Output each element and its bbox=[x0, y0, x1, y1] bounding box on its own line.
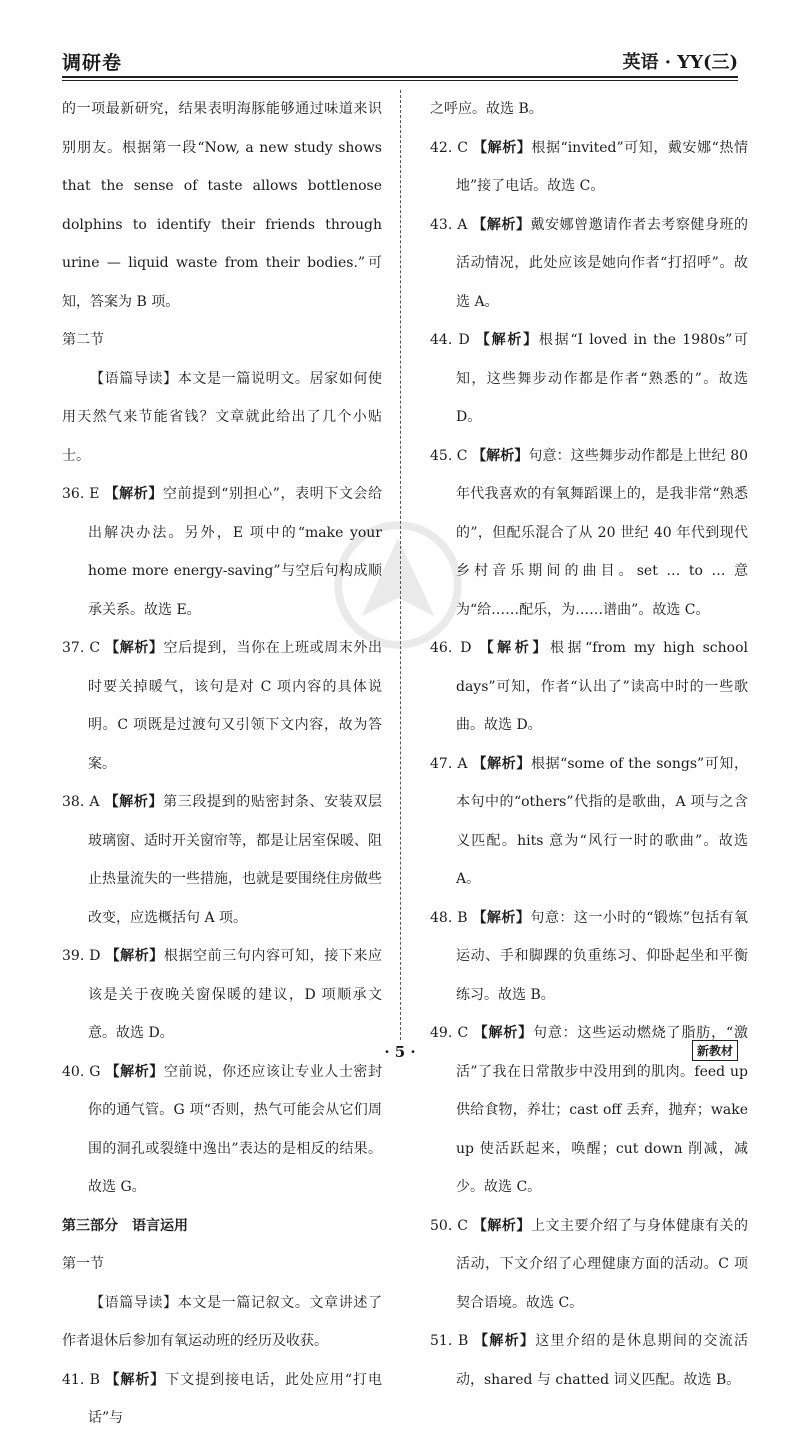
page-number: · 5 · bbox=[384, 1043, 416, 1061]
answer-item: 39. D 【解析】根据空前三句内容可知，接下来应该是关于夜晚关窗保暖的建议，D 项顺承文意。故选 D。 bbox=[62, 948, 383, 1041]
answer-number: 46. D bbox=[430, 640, 472, 656]
answer-number: 36. E bbox=[62, 486, 100, 502]
edition-stamp: 新教材 bbox=[692, 1040, 738, 1061]
header-subject: 英语 · YY(三) bbox=[622, 52, 738, 73]
analysis-tag: 【解析】 bbox=[472, 1217, 531, 1234]
answer-number: 44. D bbox=[430, 332, 470, 348]
analysis-tag: 【解析】 bbox=[475, 332, 539, 348]
answer-item: 49. C 【解析】句意：这些运动燃烧了脂肪，“激活”了我在日常散步中没用到的肌肉。feed up 供给食物，养壮；cast off 丢弃，抛弃；wake up 使活跃起来，唤醒；cut down 削减，减少。故选 C。 bbox=[430, 1025, 748, 1195]
answer-item: 50. C 【解析】上文主要介绍了与身体健康有关的活动，下文介绍了心理健康方面的活动。C 项契合语境。故选 C。 bbox=[430, 1217, 749, 1311]
answer-item: 43. A 【解析】戴安娜曾邀请作者去考察健身班的活动情况，此处应该是她向作者“打招呼”。故选 A。 bbox=[430, 216, 749, 310]
section-label: 第二节 bbox=[62, 332, 104, 348]
answer-number: 42. C bbox=[430, 139, 469, 156]
section-label: 第一节 bbox=[62, 1256, 104, 1272]
left-column bbox=[62, 90, 382, 1438]
column-divider bbox=[400, 90, 401, 1040]
answer-item: 48. B 【解析】句意：这一小时的“锻炼”包括有氧运动、手和脚踝的负重练习、仰卧起坐和平衡练习。故选 B。 bbox=[430, 909, 748, 1003]
answer-number: 47. A bbox=[430, 755, 468, 772]
answer-number: 41. B bbox=[62, 1371, 100, 1388]
answer-item: 40. G 【解析】空前说，你还应该让专业人士密封你的通气管。G 项“否则，热气可能会从它们周围的洞孔或裂缝中逸出”表达的是相反的结果。故选 G。 bbox=[62, 1063, 383, 1195]
answer-item: 41. B 【解析】下文提到接电话，此处应用“打电话”与 bbox=[62, 1371, 382, 1426]
analysis-tag: 【解析】 bbox=[472, 909, 531, 926]
analysis-tag: 【解析】 bbox=[472, 216, 531, 233]
analysis-tag: 【解析】 bbox=[105, 1063, 164, 1080]
analysis-tag: 【解析】 bbox=[473, 139, 532, 156]
answer-number: 49. C bbox=[430, 1025, 469, 1041]
answer-number: 45. C bbox=[430, 447, 468, 464]
header-rule bbox=[62, 76, 738, 78]
reading-guide: 【语篇导读】本文是一篇记叙文。文章讲述了作者退休后参加有氧运动班的经历及收获。 bbox=[62, 1294, 382, 1349]
answer-number: 37. C bbox=[62, 640, 101, 656]
answer-item: 37. C 【解析】空后提到，当你在上班或周末外出时要关掉暖气，该句是对 C 项内容的具体说明。C 项既是过渡句又引领下文内容，故为答案。 bbox=[62, 640, 383, 772]
answer-item: 42. C 【解析】根据“invited”可知，戴安娜“热情地”接了电话。故选 C。 bbox=[430, 139, 748, 194]
answer-number: 48. B bbox=[430, 909, 468, 926]
answer-item: 44. D 【解析】根据“I loved in the 1980s”可知，这些舞步动作都是作者“熟悉的”。故选 D。 bbox=[430, 332, 748, 425]
answer-number: 39. D bbox=[62, 948, 101, 964]
answer-number: 50. C bbox=[430, 1217, 468, 1234]
analysis-tag: 【解析】 bbox=[472, 447, 529, 464]
analysis-tag: 【解析】 bbox=[105, 948, 164, 964]
answer-number: 38. A bbox=[62, 794, 100, 810]
part-heading: 第三部分 语言运用 bbox=[62, 1217, 188, 1234]
analysis-tag: 【解析】 bbox=[479, 640, 550, 656]
answer-number: 43. A bbox=[430, 216, 468, 233]
answer-item: 46. D 【解析】根据“from my high school days”可知，作者“认出了”读高中时的一些歌曲。故选 D。 bbox=[430, 640, 748, 733]
header-title: 调研卷 bbox=[62, 52, 123, 74]
analysis-tag: 【解析】 bbox=[474, 1333, 536, 1349]
answer-item: 38. A 【解析】第三段提到的贴密封条、安装双层玻璃窗、适时开关窗帘等，都是让居室保暖、阻止热量流失的一些措施，也就是要围绕住房做些改变，应选概括句 A 项。 bbox=[62, 794, 383, 926]
paragraph: 的一项最新研究，结果表明海豚能够通过味道来识别朋友。根据第一段“Now, a new study shows that the sense of taste allows bottlenose dolphins to identify their friends through urine — liquid waste from their bodies.”可知，答案为 B 项。 bbox=[62, 101, 382, 310]
analysis-tag: 【解析】 bbox=[473, 1025, 533, 1041]
page-header bbox=[62, 42, 738, 80]
answer-item: 45. C 【解析】句意：这些舞步动作都是上世纪 80 年代我喜欢的有氧舞蹈课上的，是我非常“熟悉的”，但配乐混合了从 20 世纪 40 年代到现代乡村音乐期间的曲目。set … to … 意为“给……配乐，为……谱曲”。故选 C。 bbox=[430, 447, 749, 618]
analysis-tag: 【解析】 bbox=[472, 755, 531, 772]
header-rule-thin bbox=[62, 80, 738, 81]
analysis-tag: 【解析】 bbox=[105, 640, 164, 656]
analysis-tag: 【解析】 bbox=[104, 794, 164, 810]
paragraph: 之呼应。故选 B。 bbox=[430, 101, 543, 117]
answer-number: 51. B bbox=[430, 1333, 469, 1349]
answer-item: 47. A 【解析】根据“some of the songs”可知，本句中的“others”代指的是歌曲，A 项与之含义匹配。hits 意为“风行一时的歌曲”。故选 A。 bbox=[430, 755, 748, 887]
right-column bbox=[430, 90, 748, 1399]
answer-number: 40. G bbox=[62, 1063, 101, 1080]
analysis-tag: 【解析】 bbox=[104, 486, 163, 502]
answer-item: 36. E 【解析】空前提到“别担心”，表明下文会给出解决办法。另外，E 项中的“make your home more energy-saving”与空后句构成顺承关系。故选 E。 bbox=[62, 486, 383, 618]
reading-guide: 【语篇导读】本文是一篇说明文。居家如何使用天然气来节能省钱？文章就此给出了几个小贴士。 bbox=[62, 370, 382, 464]
answer-item: 51. B 【解析】这里介绍的是休息期间的交流活动，shared 与 chatted 词义匹配。故选 B。 bbox=[430, 1333, 749, 1388]
analysis-tag: 【解析】 bbox=[105, 1371, 166, 1388]
